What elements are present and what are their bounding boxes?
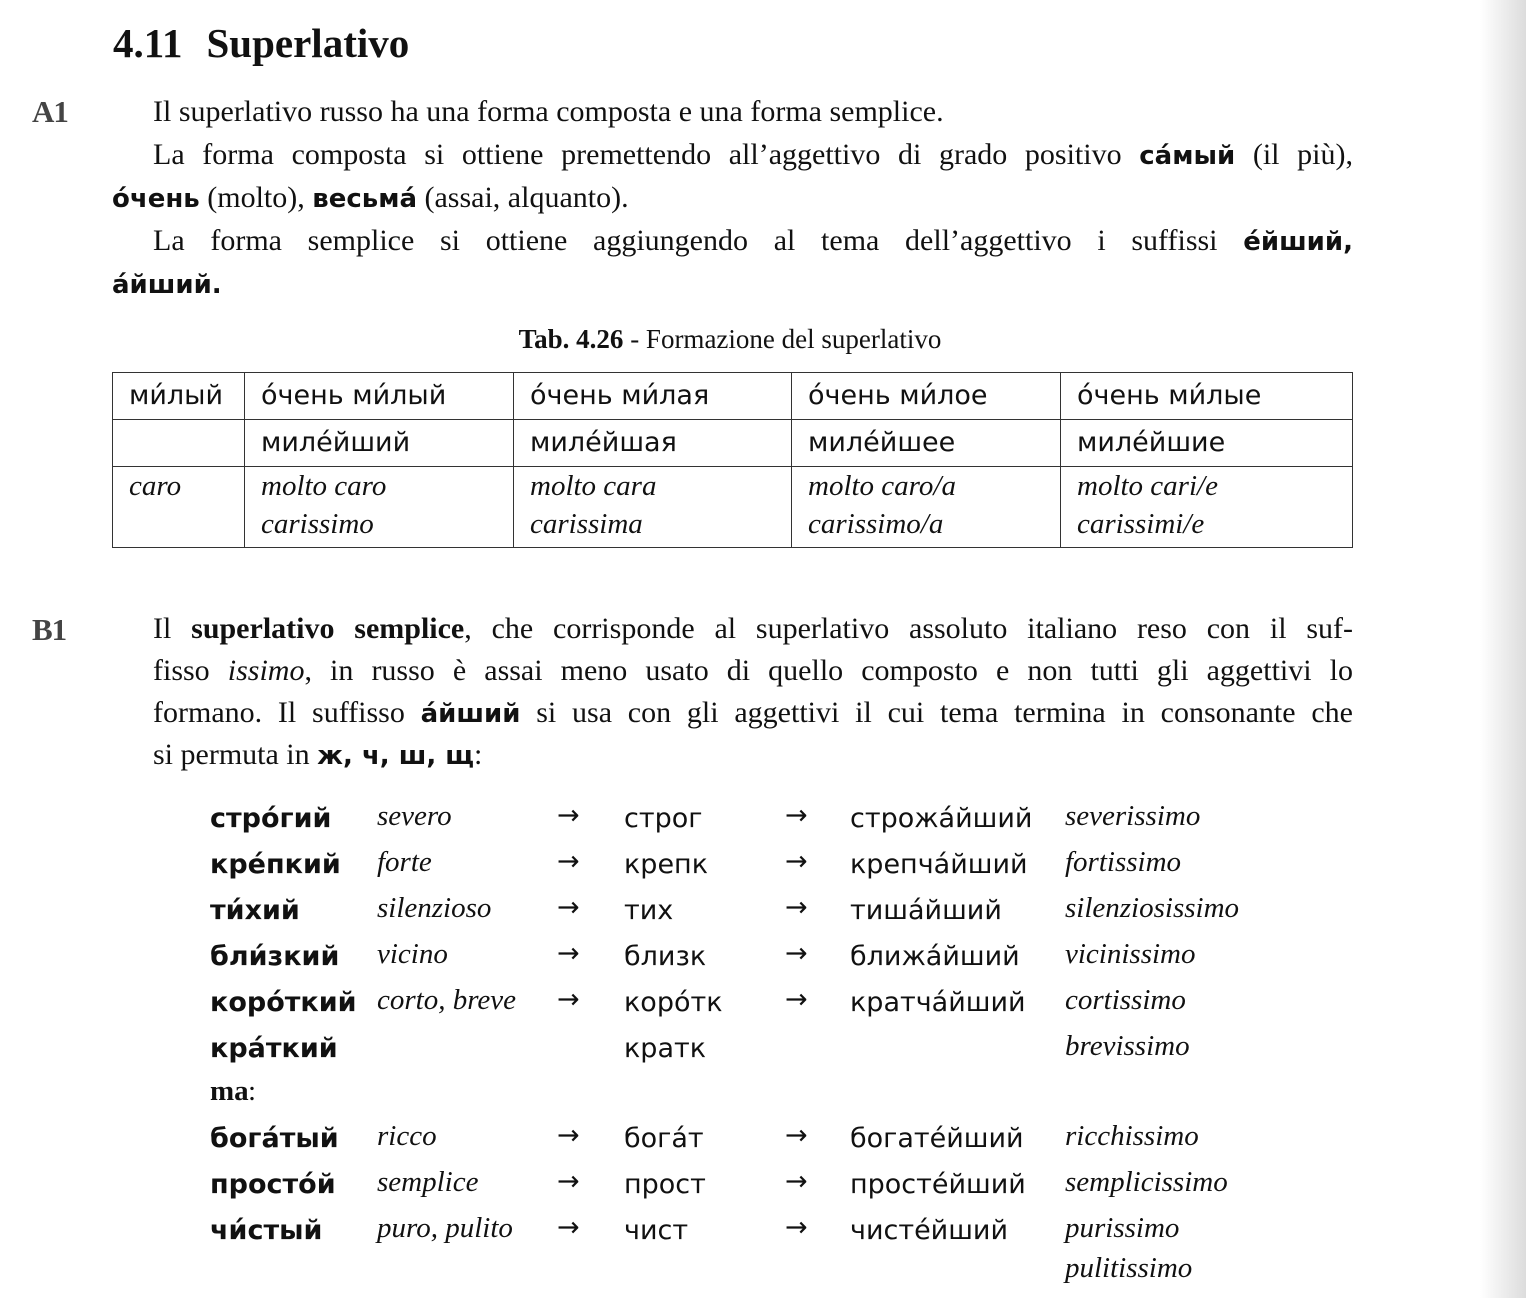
b1-line-3: formano. Il suffisso а́йший si usa con gli aggettivi il cui tema termina in consonante che (153, 696, 1353, 729)
section-heading: Superlativo (206, 20, 410, 66)
arrow-icon: → (785, 1212, 808, 1243)
table-cell: ми́лый (113, 373, 245, 420)
arrow-icon: → (785, 984, 808, 1015)
table-row (113, 420, 1353, 467)
table-cell: о́чень ми́лое (792, 373, 1061, 420)
arrow-icon: → (557, 846, 580, 877)
table-cell: caro (113, 467, 245, 548)
level-marker-a1: A1 (32, 94, 68, 129)
b1-line-4: si permuta in ж, ч, ш, щ: (153, 738, 483, 771)
table-cell: миле́йшее (792, 420, 1061, 467)
table-caption: Tab. 4.26 - Formazione del superlativo (518, 324, 942, 354)
b1-line-1: Il superlativo semplice, che corrisponde al superlativo assoluto italiano reso con il suf- (153, 612, 1353, 645)
word-samyi: са́мый (1139, 141, 1236, 171)
table-row (113, 373, 1353, 420)
table-cell: о́чень ми́лый (245, 373, 514, 420)
superlative-table (112, 372, 1353, 548)
level-marker-b1: B1 (32, 612, 67, 647)
arrow-icon: → (785, 938, 808, 969)
arrow-icon: → (785, 1120, 808, 1151)
table-cell: миле́йшие (1061, 420, 1353, 467)
arrow-icon: → (557, 1166, 580, 1197)
a1-line-4: La forma semplice si ottiene aggiungendo al tema dell’aggettivo i suffissi е́йший, (153, 224, 1353, 257)
a1-line-2: La forma composta si ottiene premettendo all’aggettivo di grado positivo са́мый (il più), (153, 138, 1353, 171)
table-cell: миле́йший (245, 420, 514, 467)
table-cell: миле́йшая (514, 420, 792, 467)
arrow-icon: → (557, 800, 580, 831)
arrow-icon: → (785, 800, 808, 831)
table-row (113, 467, 1353, 548)
arrow-icon: → (557, 892, 580, 923)
arrow-icon: → (785, 846, 808, 877)
section-number: 4.11 (113, 20, 183, 66)
b1-line-2: fisso issimo, in russo è assai meno usato di quello composto e non tutti gli aggettivi lo (153, 654, 1353, 687)
word-ochen: о́чень (112, 184, 200, 214)
table-cell: molto caro carissimo (245, 467, 514, 548)
arrow-icon: → (557, 1120, 580, 1151)
arrow-icon: → (557, 1212, 580, 1243)
table-cell: о́чень ми́лые (1061, 373, 1353, 420)
suffix-eishii: е́йший, (1243, 227, 1353, 257)
suffix-aishii: а́йший. (112, 270, 222, 300)
arrow-icon: → (557, 938, 580, 969)
a1-line-3: о́чень (molto), весьма́ (assai, alquanto). (112, 181, 629, 214)
table-cell: о́чень ми́лая (514, 373, 792, 420)
table-cell: molto caro/a carissimo/a (792, 467, 1061, 548)
a1-line-1: Il superlativo russo ha una forma composta e una forma semplice. (153, 95, 944, 128)
table-cell: molto cari/e carissimi/e (1061, 467, 1353, 548)
table-cell: molto cara carissima (514, 467, 792, 548)
arrow-icon: → (785, 1166, 808, 1197)
a1-line-5 (112, 262, 222, 307)
arrow-icon: → (557, 984, 580, 1015)
table-cell (113, 420, 245, 467)
word-vesma: весьма́ (312, 184, 417, 214)
section-title (113, 18, 409, 68)
arrow-icon: → (785, 892, 808, 923)
